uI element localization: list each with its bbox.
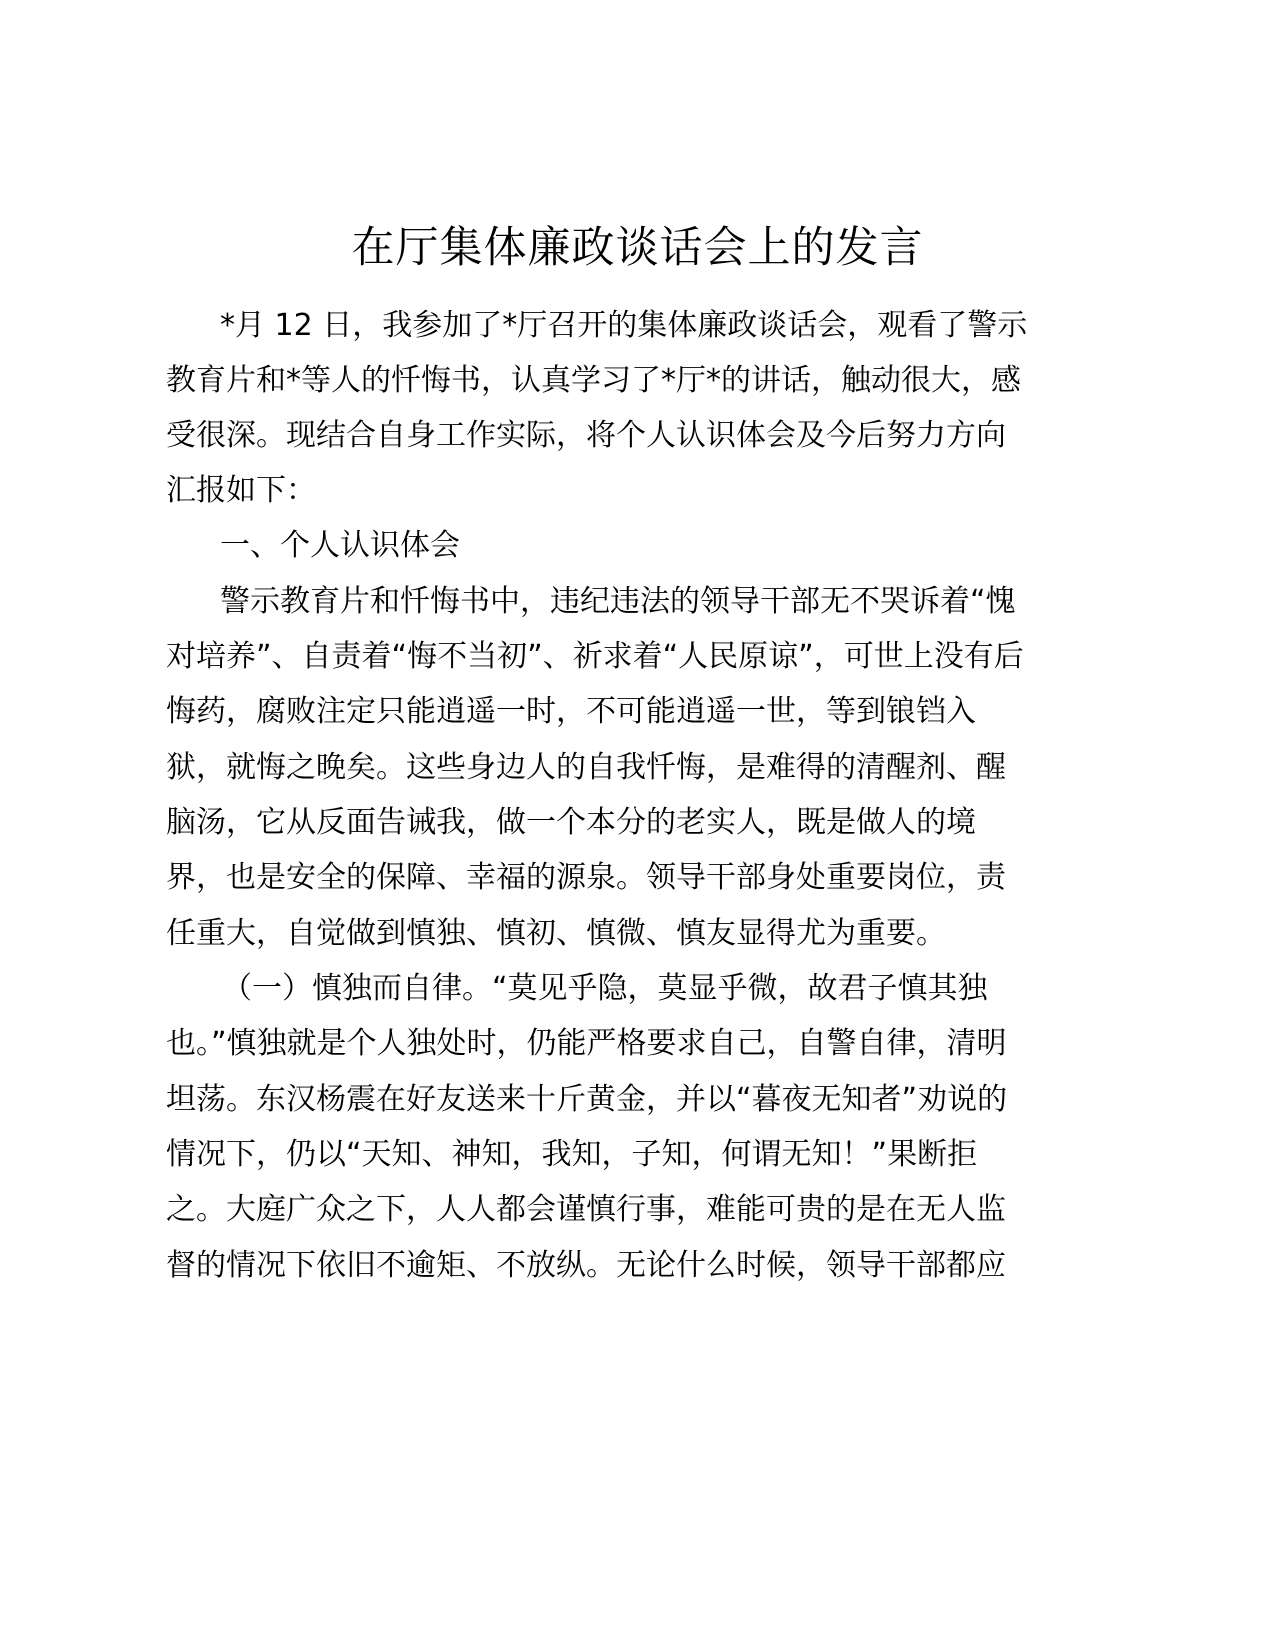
body-line: 情况下，仍以“天知、神知，我知，子知，何谓无知！”果断拒: [166, 1137, 978, 1172]
body-line: 汇报如下：: [166, 473, 316, 508]
body-line: 悔药，腐败注定只能逍遥一时，不可能逍遥一世，等到锒铛入: [166, 694, 976, 729]
body-line: 界，也是安全的保障、幸福的源泉。领导干部身处重要岗位，责: [166, 860, 1006, 895]
body-line: 受很深。现结合自身工作实际，将个人认识体会及今后努力方向: [166, 418, 1006, 453]
body-line: 之。大庭广众之下，人人都会谨慎行事，难能可贵的是在无人监: [166, 1192, 1006, 1227]
subsection-line: （一）慎独而自律。“莫见乎隐，莫显乎微，故君子慎其独: [222, 971, 988, 1006]
body-line: 狱，就悔之晚矣。这些身边人的自我忏悔，是难得的清醒剂、醒: [166, 750, 1006, 785]
document-title: 在厅集体廉政谈话会上的发言: [351, 223, 924, 273]
body-line: 也。”慎独就是个人独处时，仍能严格要求自己，自警自律，清明: [166, 1026, 1007, 1061]
body-line: 脑汤，它从反面告诫我，做一个本分的老实人，既是做人的境: [166, 805, 976, 840]
body-line: 任重大，自觉做到慎独、慎初、慎微、慎友显得尤为重要。: [166, 916, 946, 951]
body-line: 坦荡。东汉杨震在好友送来十斤黄金，并以“暮夜无知者”劝说的: [166, 1082, 1008, 1117]
body-line: 教育片和*等人的忏悔书，认真学习了*厅*的讲话，触动很大，感: [166, 363, 1021, 398]
body-line: *月 12 日，我参加了*厅召开的集体廉政谈话会，观看了警示: [220, 308, 1028, 343]
section-heading: 一、个人认识体会: [220, 528, 460, 563]
body-line: 警示教育片和忏悔书中，违纪违法的领导干部无不哭诉着“愧: [220, 584, 1016, 619]
body-line: 督的情况下依旧不逾矩、不放纵。无论什么时候，领导干部都应: [166, 1248, 1006, 1283]
body-line: 对培养”、自责着“悔不当初”、祈求着“人民原谅”，可世上没有后: [166, 639, 1024, 674]
